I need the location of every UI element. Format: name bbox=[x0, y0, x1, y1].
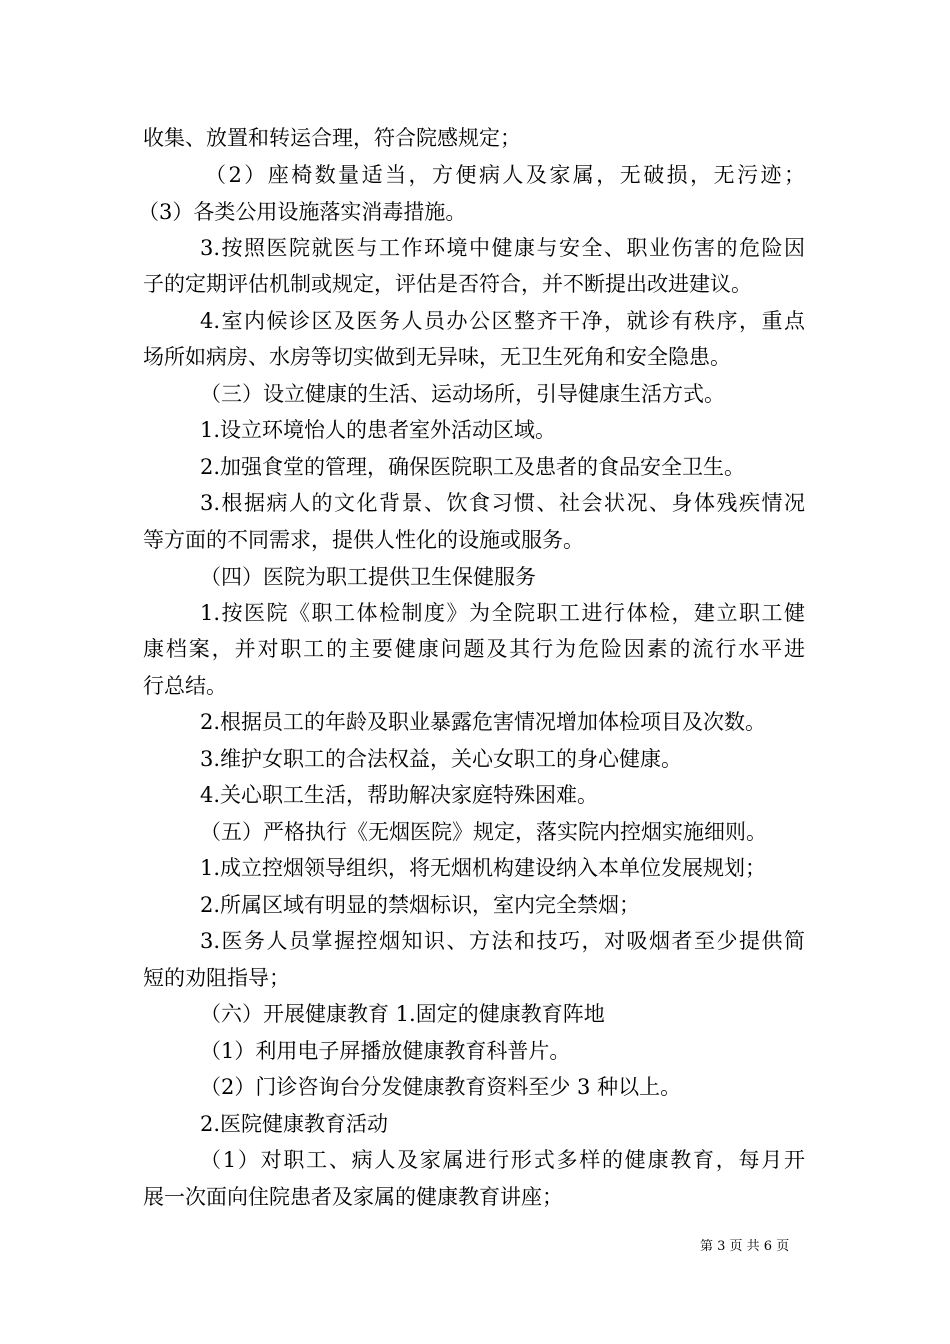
section-heading: （四）医院为职工提供卫生保健服务 bbox=[200, 565, 536, 589]
text-line: 场所如病房、水房等切实做到无异味，无卫生死角和安全隐患。 bbox=[143, 345, 731, 369]
text-line: 子的定期评估机制或规定，评估是否符合，并不断提出改进建议。 bbox=[143, 272, 752, 296]
text-line: 3.维护女职工的合法权益，关心女职工的身心健康。 bbox=[200, 747, 683, 771]
text-line: 2.医院健康教育活动 bbox=[200, 1112, 389, 1136]
text-line: 收集、放置和转运合理，符合院感规定； bbox=[143, 126, 521, 150]
text-line: 1.设立环境怡人的患者室外活动区域。 bbox=[200, 418, 557, 442]
text-line: 1.按医院《职工体检制度》为全院职工进行体检，建立职工健 bbox=[200, 601, 805, 625]
text-line: （3）各类公用设施落实消毒措施。 bbox=[138, 200, 467, 224]
text-line: 2.所属区域有明显的禁烟标识，室内完全禁烟； bbox=[200, 893, 641, 917]
text-line: （1）对职工、病人及家属进行形式多样的健康教育，每月开 bbox=[200, 1148, 805, 1172]
text-line: 1.成立控烟领导组织，将无烟机构建设纳入本单位发展规划； bbox=[200, 856, 767, 880]
text-line: （2）座椅数量适当，方便病人及家属，无破损，无污迹； bbox=[205, 163, 805, 187]
text-line: （1）利用电子屏播放健康教育科普片。 bbox=[200, 1039, 571, 1063]
text-line: 行总结。 bbox=[143, 674, 227, 698]
text-line: （2）门诊咨询台分发健康教育资料至少 3 种以上。 bbox=[200, 1075, 682, 1099]
text-line: 康档案，并对职工的主要健康问题及其行为危险因素的流行水平进 bbox=[143, 637, 805, 661]
text-line: 2.加强食堂的管理，确保医院职工及患者的食品安全卫生。 bbox=[200, 455, 746, 479]
text-line: 3.根据病人的文化背景、饮食习惯、社会状况、身体残疾情况 bbox=[200, 491, 805, 515]
text-line: 2.根据员工的年龄及职业暴露危害情况增加体检项目及次数。 bbox=[200, 710, 767, 734]
text-line: 4.关心职工生活，帮助解决家庭特殊困难。 bbox=[200, 783, 599, 807]
text-line: 展一次面向住院患者及家属的健康教育讲座； bbox=[143, 1185, 563, 1209]
section-heading: （三）设立健康的生活、运动场所，引导健康生活方式。 bbox=[200, 382, 725, 406]
text-line: 3.按照医院就医与工作环境中健康与安全、职业伤害的危险因 bbox=[200, 236, 805, 260]
text-line: 等方面的不同需求，提供人性化的设施或服务。 bbox=[143, 528, 584, 552]
text-line: 短的劝阻指导； bbox=[143, 966, 290, 990]
text-line: 3.医务人员掌握控烟知识、方法和技巧，对吸烟者至少提供简 bbox=[200, 929, 805, 953]
page-number: 第 3 页 共 6 页 bbox=[700, 1239, 790, 1254]
text-line: 4.室内候诊区及医务人员办公区整齐干净，就诊有秩序，重点 bbox=[200, 309, 805, 333]
section-heading: （六）开展健康教育 1.固定的健康教育阵地 bbox=[200, 1002, 605, 1026]
section-heading: （五）严格执行《无烟医院》规定，落实院内控烟实施细则。 bbox=[200, 820, 767, 844]
